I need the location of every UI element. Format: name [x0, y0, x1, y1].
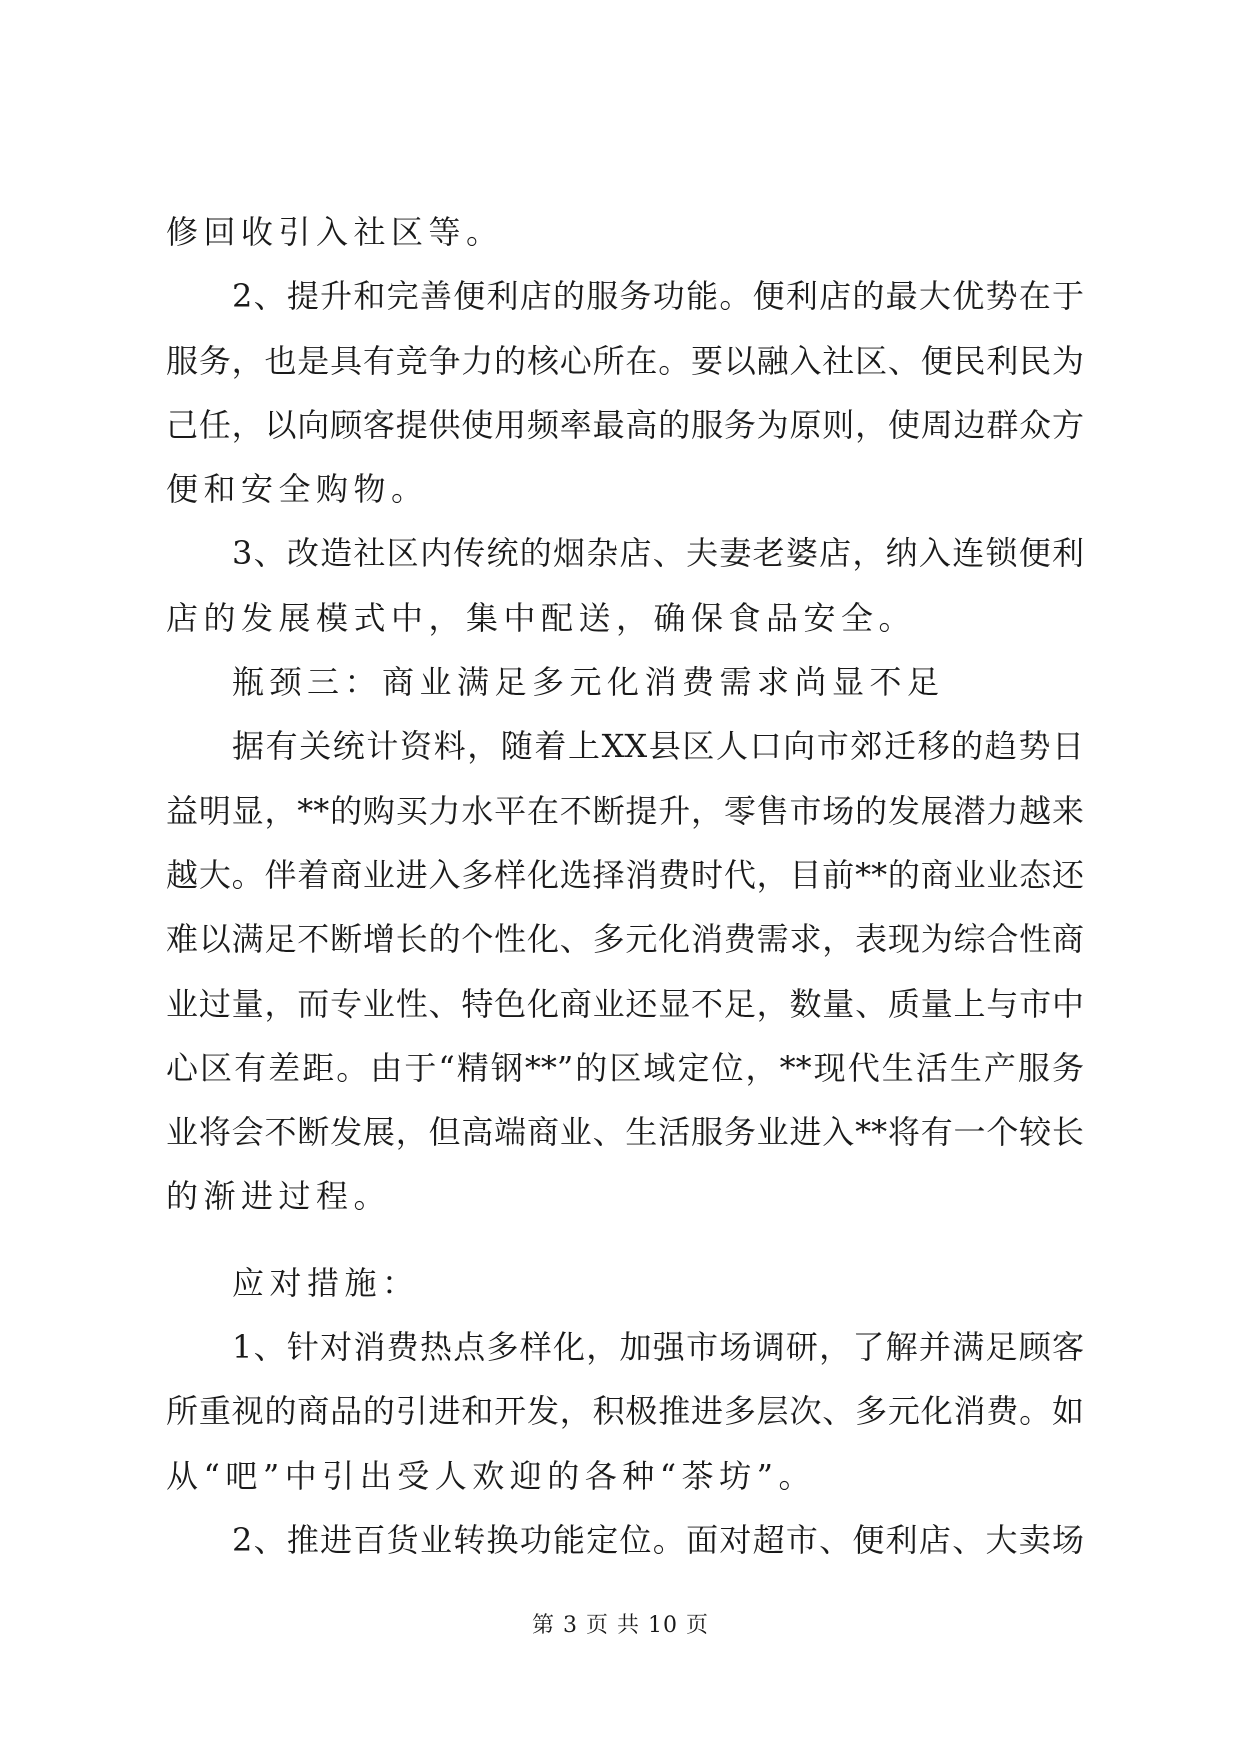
text-line: 业过量，而专业性、特色化商业还显不足，数量、质量上与市中: [166, 984, 1084, 1023]
text-line: 的渐进过程。: [166, 1177, 392, 1216]
page-footer: 第 3 页 共 10 页: [532, 1613, 709, 1638]
text-line: 据有关统计资料，随着上XX县区人口向市郊迁移的趋势日: [232, 727, 1084, 766]
text-line: 2、提升和完善便利店的服务功能。便利店的最大优势在于: [232, 277, 1084, 316]
text-line: 越大。伴着商业进入多样化选择消费时代，目前**的商业业态还: [166, 855, 1084, 894]
subheading: 应对措施：: [232, 1263, 420, 1302]
section-heading: 瓶颈三：商业满足多元化消费需求尚显不足: [232, 663, 945, 702]
text-line: 难以满足不断增长的个性化、多元化消费需求，表现为综合性商: [166, 920, 1084, 959]
text-line: 便和安全购物。: [166, 470, 429, 509]
text-line: 益明显，**的购买力水平在不断提升，零售市场的发展潜力越来: [166, 791, 1084, 830]
paragraph-gap: [166, 1229, 1084, 1251]
text-line: 己任，以向顾客提供使用频率最高的服务为原则，使周边群众方: [166, 405, 1084, 444]
text-line: 3、改造社区内传统的烟杂店、夫妻老婆店，纳入连锁便利: [232, 534, 1084, 573]
text-line: 店的发展模式中，集中配送，确保食品安全。: [166, 598, 917, 637]
text-line: 心区有差距。由于“精钢**”的区域定位，**现代生活生产服务: [166, 1048, 1084, 1087]
text-line: 从“吧”中引出受人欢迎的各种“茶坊”。: [166, 1456, 816, 1495]
text-line: 修回收引入社区等。: [166, 213, 504, 251]
text-line: 业将会不断发展，但高端商业、生活服务业进入**将有一个较长: [166, 1113, 1084, 1152]
text-line: 2、推进百货业转换功能定位。面对超市、便利店、大卖场: [232, 1520, 1084, 1559]
text-line: 服务，也是具有竞争力的核心所在。要以融入社区、便民利民为: [166, 341, 1084, 380]
text-line: 1、针对消费热点多样化，加强市场调研，了解并满足顾客: [232, 1328, 1084, 1367]
text-line: 所重视的商品的引进和开发，积极推进多层次、多元化消费。如: [166, 1392, 1084, 1431]
document-body: [166, 200, 1084, 1572]
